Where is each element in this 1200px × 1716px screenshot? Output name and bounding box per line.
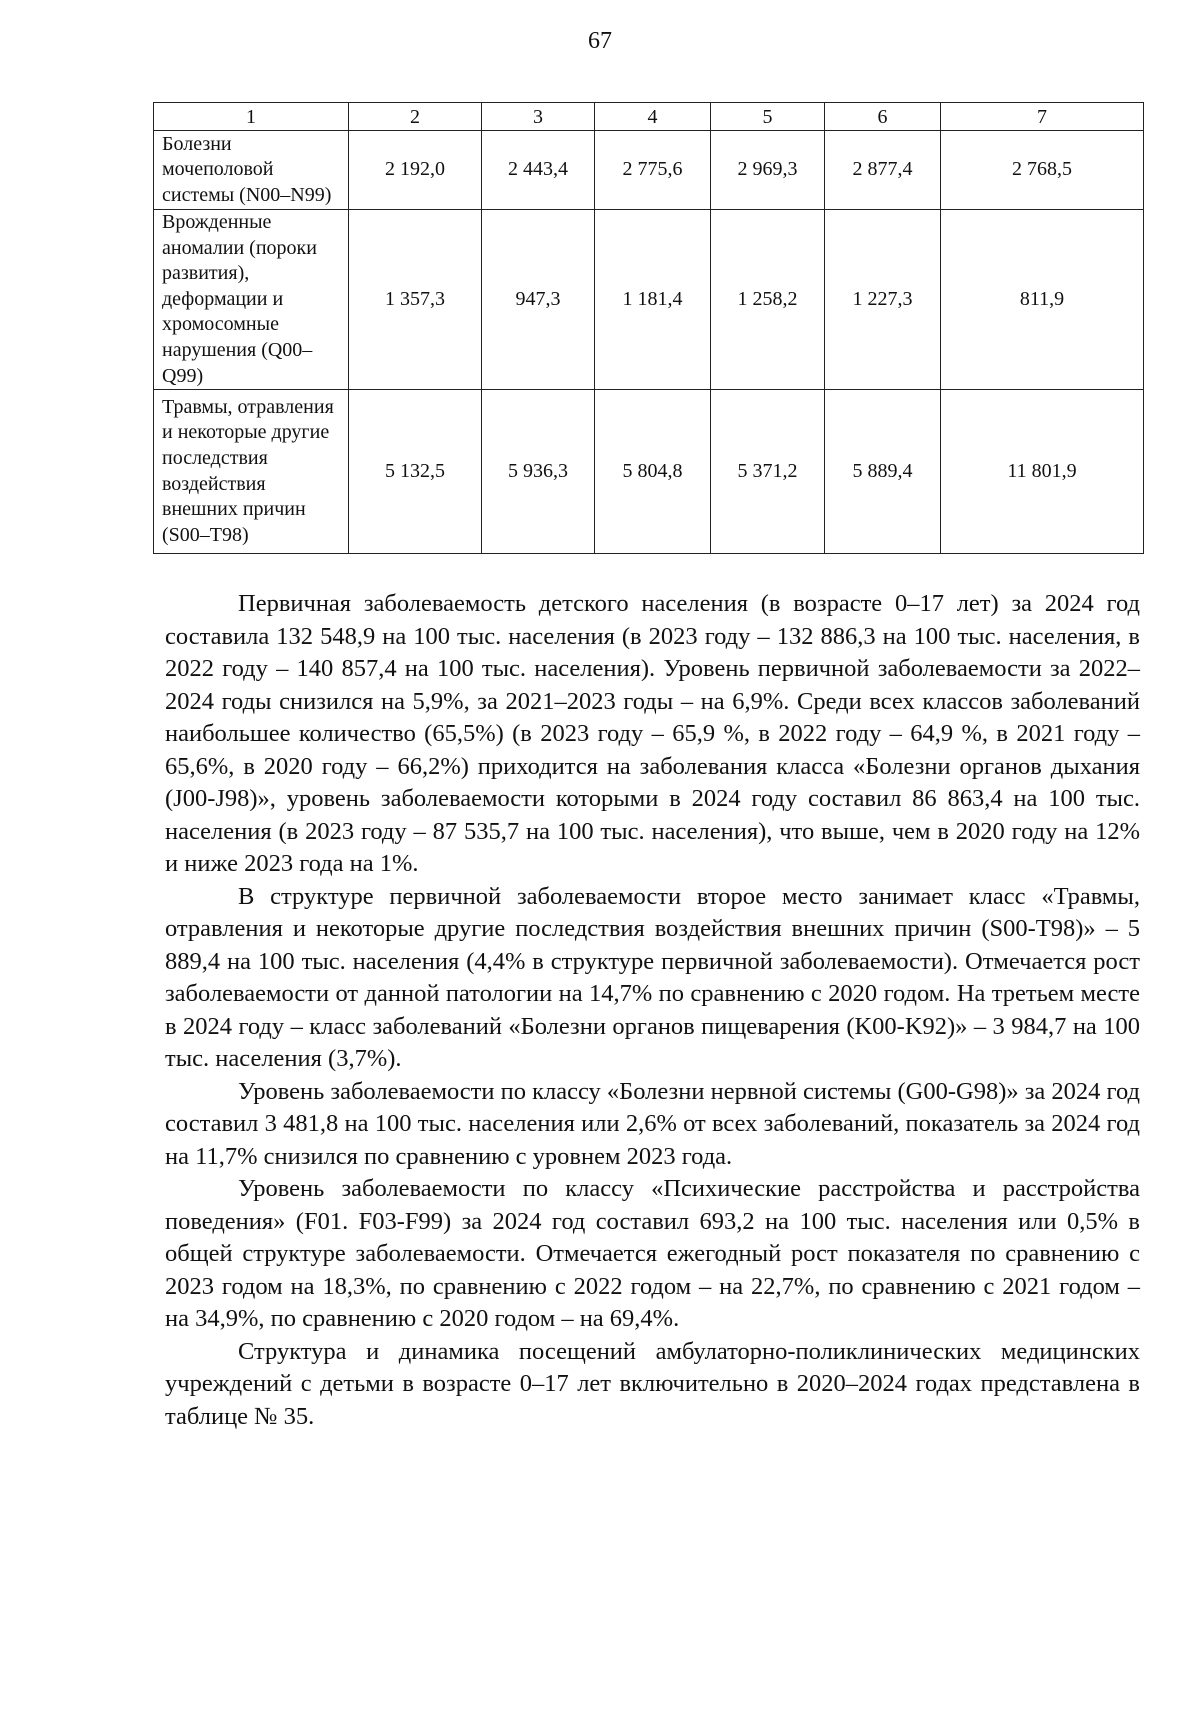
table-cell: 11 801,9 (941, 390, 1144, 554)
table-cell: 1 357,3 (349, 210, 482, 390)
table-header-cell: 7 (941, 103, 1144, 131)
row-label-cell: Болезни мочеполовой системы (N00–N99) (154, 131, 349, 210)
table-cell: 1 258,2 (711, 210, 825, 390)
page-number: 67 (588, 28, 612, 54)
table-row (154, 210, 1144, 390)
table-header-cell: 6 (825, 103, 941, 131)
body-text (165, 588, 1140, 1433)
table-cell: 5 132,5 (349, 390, 482, 554)
table-header-cell: 3 (482, 103, 595, 131)
table-cell: 2 443,4 (482, 131, 595, 210)
table-cell: 2 768,5 (941, 131, 1144, 210)
paragraph: Уровень заболеваемости по классу «Психические расстройства и расстройства поведения» (F01. F03-F99) за 2024 год составил 693,2 на 100 тыс. населения или 0,5% в общей структуре заболеваемости. Отмечается ежегодный рост показателя по сравнению с 2023 годом на 18,3%, по сравнению с 2022 годом – на 22,7%, по сравнению с 2021 годом – на 34,9%, по сравнению с 2020 годом – на 69,4%. (165, 1175, 1140, 1332)
table-cell: 2 775,6 (595, 131, 711, 210)
table-header-cell: 2 (349, 103, 482, 131)
table-row (154, 131, 1144, 210)
table-header-cell: 4 (595, 103, 711, 131)
table-cell: 2 192,0 (349, 131, 482, 210)
table-cell: 1 181,4 (595, 210, 711, 390)
paragraph: В структуре первичной заболеваемости второе место занимает класс «Травмы, отравления и некоторые другие последствия воздействия внешних причин (S00-T98)» – 5 889,4 на 100 тыс. населения (4,4% в структуре первичной заболеваемости). Отмечается рост заболеваемости от данной патологии на 14,7% по сравнению с 2020 годом. На третьем месте в 2024 году – класс заболеваний «Болезни органов пищеварения (K00-K92)» – 3 984,7 на 100 тыс. населения (3,7%). (165, 882, 1140, 1072)
table-cell: 5 371,2 (711, 390, 825, 554)
paragraph: Первичная заболеваемость детского населения (в возрасте 0–17 лет) за 2024 год составила 132 548,9 на 100 тыс. населения (в 2023 году – 132 886,3 на 100 тыс. населения, в 2022 году – 140 857,4 на 100 тыс. населения). Уровень первичной заболеваемости за 2022–2024 годы снизился на 5,9%, за 2021–2023 годы – на 6,9%. Среди всех классов заболеваний наибольшее количество (65,5%) (в 2023 году – 65,9 %, в 2022 году – 64,9 %, в 2021 году – 65,6%, в 2020 году – 66,2%) приходится на заболевания класса «Болезни органов дыхания (J00-J98)», уровень заболеваемости которыми в 2024 году составил 86 863,4 на 100 тыс. населения (в 2023 году – 87 535,7 на 100 тыс. населения), что выше, чем в 2020 году на 12% и ниже 2023 года на 1%. (165, 590, 1140, 877)
table-cell: 811,9 (941, 210, 1144, 390)
table-cell: 5 804,8 (595, 390, 711, 554)
morbidity-table (153, 102, 1144, 554)
table-cell: 2 877,4 (825, 131, 941, 210)
table-cell: 5 936,3 (482, 390, 595, 554)
table-cell: 1 227,3 (825, 210, 941, 390)
table-cell: 5 889,4 (825, 390, 941, 554)
table-header-row (154, 103, 1144, 131)
table-header-cell: 5 (711, 103, 825, 131)
table-row (154, 390, 1144, 554)
row-label-cell: Травмы, отравления и некоторые другие последствия воздействия внешних причин (S00–T98) (154, 390, 349, 554)
table-header-cell: 1 (154, 103, 349, 131)
row-label-cell: Врожденные аномалии (пороки развития), деформации и хромосомные нарушения (Q00–Q99) (154, 210, 349, 390)
table-cell: 2 969,3 (711, 131, 825, 210)
paragraph: Структура и динамика посещений амбулаторно-поликлинических медицинских учреждений с детьми в возрасте 0–17 лет включительно в 2020–2024 годах представлена в таблице № 35. (165, 1337, 1140, 1430)
table-cell: 947,3 (482, 210, 595, 390)
paragraph: Уровень заболеваемости по классу «Болезни нервной системы (G00-G98)» за 2024 год составил 3 481,8 на 100 тыс. населения или 2,6% от всех заболеваний, показатель за 2024 год на 11,7% снизился по сравнению с уровнем 2023 года. (165, 1077, 1141, 1170)
